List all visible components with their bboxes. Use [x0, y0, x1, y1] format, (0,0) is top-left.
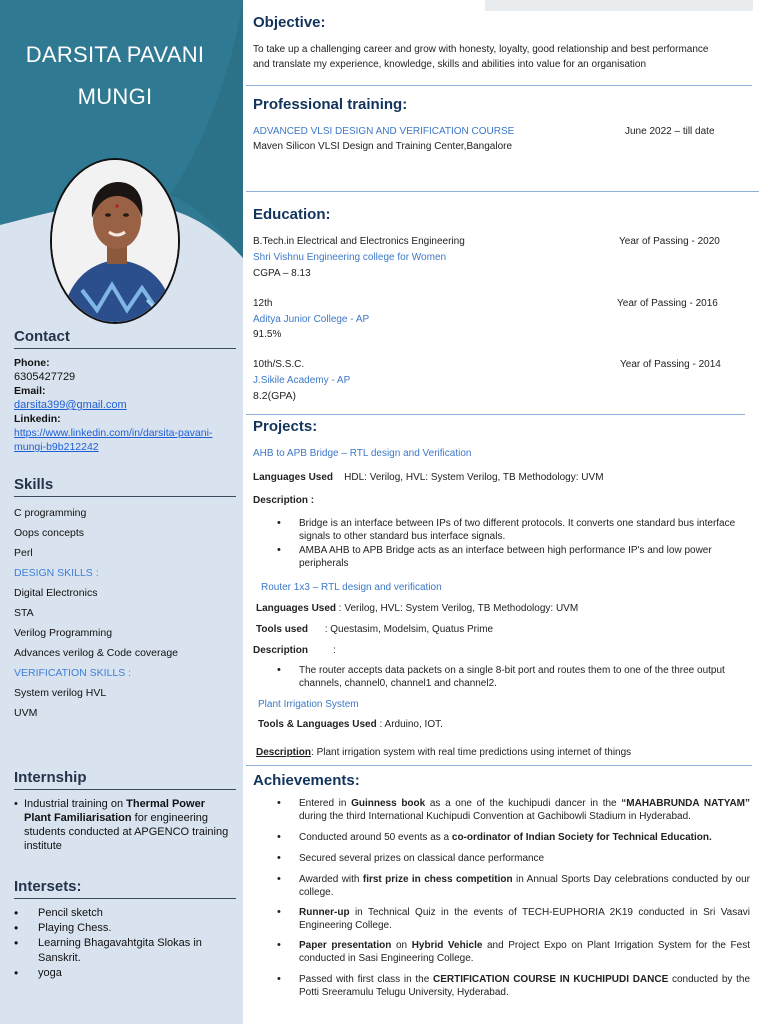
interest-item: • Playing Chess. [14, 921, 214, 936]
achievement-highlight: Paper presentation [299, 940, 392, 951]
education-score: 8.2(GPA) [253, 390, 296, 402]
linkedin-url-line-2[interactable]: mungi-b9b212242 [14, 441, 99, 453]
training-institute: Maven Silicon VLSI Design and Training Center,Bangalore [253, 141, 513, 152]
project-1-description-label: Description : [253, 495, 315, 506]
interest-item: • Pencil sketch [14, 906, 214, 921]
email-link[interactable]: darsita399@gmail.com [14, 399, 127, 411]
education-year: Year of Passing - 2016 [617, 298, 718, 309]
achievement-item [299, 797, 750, 823]
project-2-languages [256, 601, 578, 616]
sidebar [0, 0, 243, 1024]
internship-text-bold: Thermal Power Plant Familiarisation [24, 798, 205, 824]
skill-item: STA [14, 607, 34, 619]
achievement-highlight: first prize in chess competition [362, 874, 513, 885]
achievement-highlight: “MAHABRUNDA NATYAM” [621, 798, 750, 809]
education-school: Shri Vishnu Engineering college for Women [253, 252, 447, 263]
candidate-name [0, 34, 230, 118]
projects-heading: Projects: [253, 418, 318, 435]
linkedin-url-line-1[interactable]: https://www.linkedin.com/in/darsita-pavani- [14, 427, 213, 439]
interests-heading: Intersets: [14, 878, 236, 899]
objective-line-1: To take up a challenging career and grow with honesty, loyalty, good relationship and best performance [253, 44, 709, 55]
achievement-highlight: co-ordinator of Indian Society for Technical Education. [451, 832, 712, 843]
achievement-highlight: Hybrid Vehicle [411, 940, 483, 951]
tools-value: : Arduino, IOT. [376, 719, 443, 730]
interest-item: • yoga [14, 966, 214, 981]
description-value: : Plant irrigation system with real time predictions using internet of things [311, 747, 632, 758]
phone-label: Phone: [14, 357, 50, 369]
achievement-text: in Technical Quiz in the events of TECH-EUPHORIA 2K19 conducted in Sri Vasavi Engineering College. [299, 907, 750, 931]
languages-value: : Verilog, HVL: System Verilog, TB Methodology: UVM [336, 603, 579, 614]
education-year: Year of Passing - 2014 [620, 359, 721, 370]
achievement-text: Awarded with [299, 874, 363, 885]
education-score: CGPA – 8.13 [253, 268, 311, 279]
divider [246, 765, 752, 766]
achievement-highlight: Guinness book [351, 798, 426, 809]
objective-line-2: and translate my experience, knowledge, skills and abilities into value for an organisation [253, 59, 647, 70]
languages-label: Languages Used [256, 603, 337, 614]
name-line-2: MUNGI [77, 84, 153, 109]
project-2-tools [256, 622, 493, 637]
internship-heading: Internship [14, 769, 236, 790]
skill-item: UVM [14, 707, 38, 719]
achievement-item [299, 873, 750, 899]
skills-list [14, 503, 236, 723]
tools-value: : Questasim, Modelsim, Quatus Prime [324, 624, 494, 635]
skill-item: Perl [14, 547, 33, 559]
tools-label: Tools & Languages Used [258, 719, 377, 730]
achievement-text: in Annual Sports Day celebrations conducted by our college. [299, 874, 750, 898]
achievement-text: Entered in [299, 798, 352, 809]
skill-item: C programming [14, 507, 87, 519]
divider [246, 85, 752, 86]
name-line-1: DARSITA PAVANI [25, 42, 205, 67]
achievement-text: Passed with first class in the [299, 974, 434, 985]
project-2-bullets [299, 664, 729, 690]
training-heading: Professional training: [253, 96, 408, 113]
achievement-item [299, 973, 750, 999]
education-title: B.Tech.in Electrical and Electronics Engineering [253, 236, 465, 247]
project-1-languages [253, 470, 604, 485]
education-title: 12th [253, 298, 273, 309]
skills-heading: Skills [14, 476, 236, 497]
achievement-highlight: CERTIFICATION COURSE IN KUCHIPUDI DANCE [433, 974, 669, 985]
project-2-description-label: Description : [253, 645, 336, 656]
phone-value: 6305427729 [14, 371, 76, 383]
project-3-description [256, 745, 631, 760]
skill-item: Verilog Programming [14, 627, 113, 639]
education-year: Year of Passing - 2020 [619, 236, 720, 247]
achievement-text: on [391, 940, 412, 951]
tools-label: Tools used [256, 624, 309, 635]
education-title: 10th/S.S.C. [253, 359, 305, 370]
languages-label: Languages Used [253, 472, 334, 483]
project-1-title: AHB to APB Bridge – RTL design and Verification [253, 448, 472, 459]
education-score: 91.5% [253, 329, 282, 340]
project-2-title: Router 1x3 – RTL design and verification [261, 582, 442, 593]
objective-heading: Objective: [253, 14, 326, 31]
description-bullet: • AMBA AHB to APB Bridge acts as an interface between high performance IP's and low power peripherals [299, 544, 739, 570]
top-decorative-strip [485, 0, 753, 11]
divider [246, 414, 745, 415]
achievement-text: during the third International Kuchipudi Convention at Gachibowli Stadium in Hyderabad. [299, 811, 691, 822]
linkedin-label: Linkedin: [14, 413, 61, 425]
achievements-heading: Achievements: [253, 772, 360, 789]
education-heading: Education: [253, 206, 331, 223]
achievement-text: Secured several prizes on classical dance performance [299, 853, 545, 864]
skill-item: Advances verilog & Code coverage [14, 647, 179, 659]
education-school: Aditya Junior College - AP [253, 314, 370, 325]
achievement-text: conducted by the Potti Sreeramulu Telugu University, Hyderabad. [299, 974, 751, 998]
achievement-highlight: Runner-up [299, 907, 350, 918]
achievement-text: and Project Expo on Plant Irrigation System for the Fest conducted in Sasi Engineering College. [299, 940, 750, 964]
skill-category-label: VERIFICATION SKILLS : [14, 667, 132, 679]
languages-value: HDL: Verilog, HVL: System Verilog, TB Methodology: UVM [344, 472, 604, 483]
interests-list [14, 906, 214, 981]
training-date: June 2022 – till date [625, 126, 715, 137]
description-bullet: • The router accepts data packets on a single 8-bit port and routes them to one of the three output channels, channel0, channel1 and channel2. [299, 664, 729, 690]
divider [246, 191, 759, 192]
internship-item: • Industrial training on Thermal Power Plant Familiarisation for engineering students conducted at APGENCO training institute [14, 798, 229, 852]
description-bullet: • Bridge is an interface between IPs of two different protocols. It converts one standard bus interface signals to other standard bus interface signals. [299, 517, 739, 543]
internship-text-post: for engineering students conducted at APGENCO training institute [24, 812, 229, 852]
project-3-tools [258, 717, 443, 732]
project-3-title: Plant Irrigation System [258, 699, 359, 710]
training-course: ADVANCED VLSI DESIGN AND VERIFICATION COURSE [253, 126, 515, 137]
profile-photo [50, 158, 180, 324]
linkedin-link[interactable] [14, 426, 236, 454]
interest-item: • Learning Bhagavahtgita Slokas in Sanskrit. [14, 936, 214, 966]
achievement-item [299, 939, 750, 965]
project-1-bullets [299, 517, 739, 571]
education-school: J.Sikile Academy - AP [253, 375, 351, 386]
contact-details [14, 356, 236, 454]
achievement-item [299, 852, 750, 865]
achievements-list [299, 797, 750, 999]
achievement-text: as a one of the kuchipudi dancer in the [425, 798, 622, 809]
skill-category-label: DESIGN SKILLS : [14, 567, 99, 579]
contact-heading: Contact [14, 328, 236, 349]
achievement-item [299, 906, 750, 932]
skill-item: Digital Electronics [14, 587, 98, 599]
achievement-item [299, 831, 750, 844]
internship-text-pre: Industrial training on [24, 798, 127, 810]
email-label: Email: [14, 385, 46, 397]
achievement-text: Conducted around 50 events as a [299, 832, 452, 843]
description-label: Description [256, 747, 312, 758]
skill-item: Oops concepts [14, 527, 85, 539]
skill-item: System verilog HVL [14, 687, 107, 699]
